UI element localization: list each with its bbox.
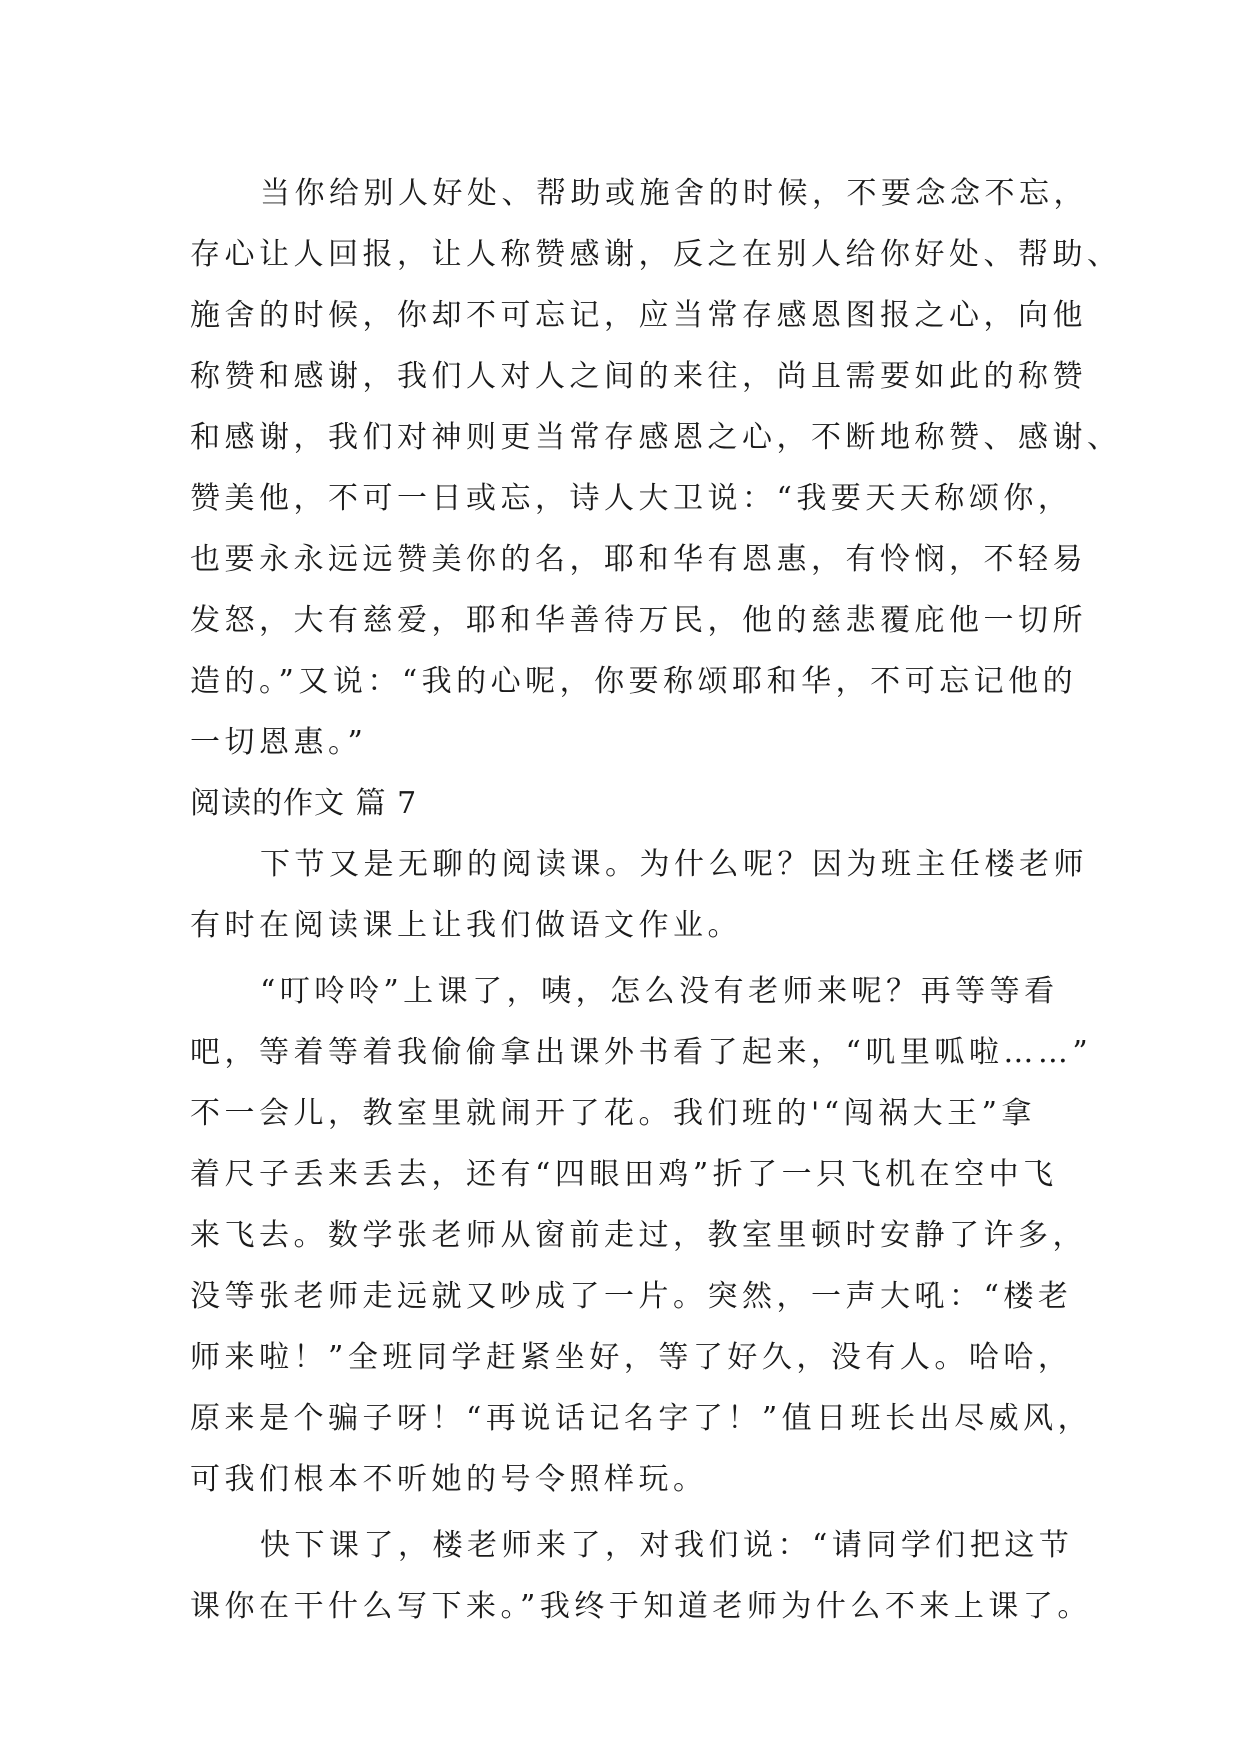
paragraph-line: 造的。”又说：“我的心呢，你要称颂耶和华，不可忘记他的 <box>190 664 1078 699</box>
paragraph-gratitude <box>190 163 1122 773</box>
paragraph-line: 课你在干什么写下来。”我终于知道老师为什么不来上课了。 <box>190 1589 1092 1624</box>
section-heading: 阅读的作文 篇 7 <box>190 786 418 821</box>
paragraph-line: 发怒，大有慈爱，耶和华善待万民，他的慈悲覆庇他一切所 <box>190 603 1087 638</box>
paragraph-line: 快下课了，楼老师来了，对我们说：“请同学们把这节 <box>260 1528 1074 1563</box>
paragraph-ending <box>190 1515 1095 1637</box>
paragraph-line: 也要永永远远赞美你的名，耶和华有恩惠，有怜悯，不轻易 <box>190 542 1087 577</box>
paragraph-line: 师来啦！”全班同学赶紧坐好，等了好久，没有人。哈哈， <box>190 1340 1073 1375</box>
paragraph-line: 下节又是无聊的阅读课。为什么呢？因为班主任楼老师 <box>260 847 1088 882</box>
paragraph-line: 来飞去。数学张老师从窗前走过，教室里顿时安静了许多， <box>190 1218 1087 1253</box>
paragraph-line: 没等张老师走远就又吵成了一片。突然，一声大吼：“楼老 <box>190 1279 1073 1314</box>
paragraph-line: “叮呤呤”上课了，咦，怎么没有老师来呢？再等等看 <box>260 974 1059 1009</box>
paragraph-line: 称赞和感谢，我们人对人之间的来往，尚且需要如此的称赞 <box>190 359 1087 394</box>
paragraph-line: 原来是个骗子呀！“再说话记名字了！”值日班长出尽威风， <box>190 1401 1093 1436</box>
paragraph-line: 存心让人回报，让人称赞感谢，反之在别人给你好处、帮助、 <box>190 237 1122 272</box>
paragraph-line: 施舍的时候，你却不可忘记，应当常存感恩图报之心，向他 <box>190 298 1087 333</box>
paragraph-line: 赞美他，不可一日或忘，诗人大卫说：“我要天天称颂你， <box>190 481 1073 516</box>
paragraph-reading-class <box>190 834 1095 956</box>
paragraph-line: 和感谢，我们对神则更当常存感恩之心，不断地称赞、感谢、 <box>190 420 1122 455</box>
paragraph-line: 可我们根本不听她的号令照样玩。 <box>190 1462 708 1497</box>
document-body <box>190 163 1122 1637</box>
paragraph-line: 吧，等着等着我偷偷拿出课外书看了起来，“叽里呱啦……” <box>190 1035 1093 1070</box>
paragraph-classroom-chaos <box>190 961 1095 1510</box>
paragraph-line: 有时在阅读课上让我们做语文作业。 <box>190 908 742 943</box>
paragraph-line: 当你给别人好处、帮助或施舍的时候，不要念念不忘， <box>260 176 1088 211</box>
paragraph-line: 一切恩惠。” <box>190 725 368 760</box>
paragraph-line: 不一会儿，教室里就闹开了花。我们班的'“闯祸大王”拿 <box>190 1096 1036 1131</box>
paragraph-line: 着尺子丢来丢去，还有“四眼田鸡”折了一只飞机在空中飞 <box>190 1157 1058 1192</box>
